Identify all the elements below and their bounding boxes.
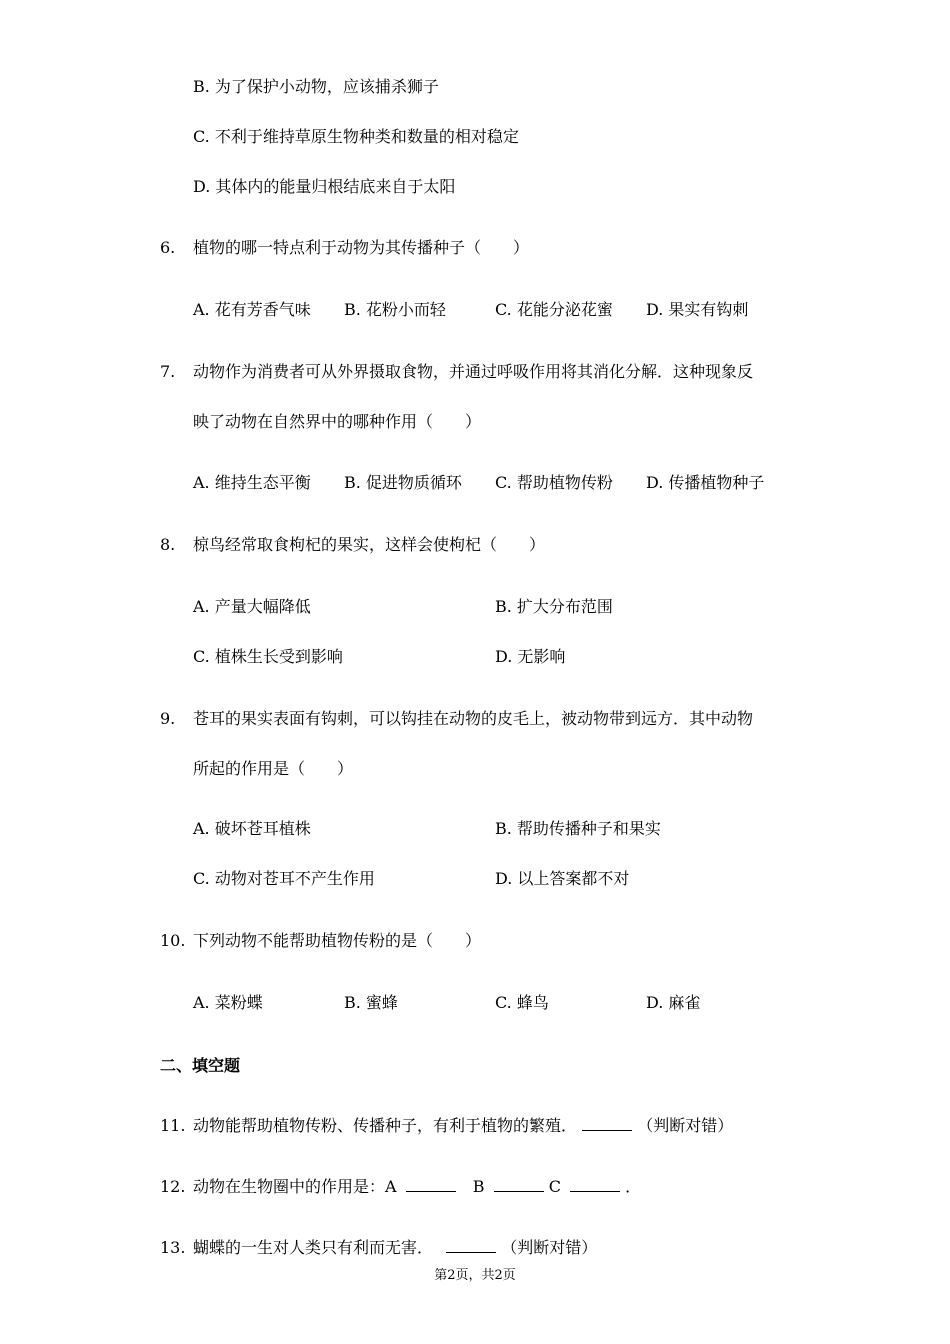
q13-answer-blank[interactable] [446,1252,496,1253]
q13-line [193,1238,597,1258]
q12-label-c: C [548,1177,561,1196]
q8-number: 8. [160,535,176,554]
q12-number: 12. [160,1177,186,1196]
q10-option-d: D. 麻雀 [646,993,701,1012]
q10-option-a: A. 菜粉蝶 [193,993,263,1012]
q8-stem: 椋鸟经常取食枸杞的果实，这样会使枸杞（ ） [193,535,546,554]
page-footer: 第2页，共2页 [434,1268,516,1283]
q5-option-d: D. 其体内的能量归根结底来自于太阳 [193,177,456,196]
q6-number: 6. [160,238,176,257]
q8-option-d: D. 无影响 [495,647,566,666]
q5-option-c: C. 不利于维持草原生物种类和数量的相对稳定 [193,127,519,146]
q7-option-c: C. 帮助植物传粉 [495,473,613,492]
q5-option-b: B. 为了保护小动物，应该捕杀狮子 [193,77,439,96]
q7-number: 7. [160,362,176,381]
q7-option-a: A. 维持生态平衡 [193,473,311,492]
q11-line [193,1116,733,1136]
q13-stem: 蝴蝶的一生对人类只有利而无害． [193,1238,434,1257]
q9-option-a: A. 破坏苍耳植株 [193,819,311,838]
q11-answer-blank[interactable] [582,1130,632,1131]
q7-option-b: B. 促进物质循环 [344,473,462,492]
q9-option-b: B. 帮助传播种子和果实 [495,819,661,838]
q8-option-b: B. 扩大分布范围 [495,597,613,616]
q7-option-d: D. 传播植物种子 [646,473,765,492]
q11-number: 11. [160,1116,186,1135]
q12-answer-blank-c[interactable] [570,1191,620,1192]
q10-number: 10. [160,931,186,950]
q9-number: 9. [160,709,176,728]
q7-stem-line2: 映了动物在自然界中的哪种作用（ ） [193,412,482,431]
q13-number: 13. [160,1238,186,1257]
q8-option-c: C. 植株生长受到影响 [193,647,343,666]
q6-stem: 植物的哪一特点利于动物为其传播种子（ ） [193,238,530,257]
section-heading-fill-blank: 二、填空题 [160,1056,241,1075]
q9-option-c: C. 动物对苍耳不产生作用 [193,869,375,888]
q6-option-a: A. 花有芳香气味 [193,300,311,319]
q7-stem-line1: 动物作为消费者可从外界摄取食物，并通过呼吸作用将其消化分解．这种现象反 [193,362,754,381]
q12-line [193,1177,641,1197]
q10-option-b: B. 蜜蜂 [344,993,398,1012]
q12-end: ． [625,1177,642,1196]
q11-stem: 动物能帮助植物传粉、传播种子，有利于植物的繁殖． [193,1116,578,1135]
q6-option-d: D. 果实有钩刺 [646,300,749,319]
q6-option-b: B. 花粉小而轻 [344,300,446,319]
q12-answer-blank-b[interactable] [494,1191,544,1192]
q9-stem-line2: 所起的作用是（ ） [193,759,354,778]
q13-suffix: （判断对错） [501,1238,598,1257]
q10-stem: 下列动物不能帮助植物传粉的是（ ） [193,931,482,950]
q9-option-d: D. 以上答案都不对 [495,869,630,888]
q11-suffix: （判断对错） [637,1116,734,1135]
q12-answer-blank-a[interactable] [406,1191,456,1192]
q10-option-c: C. 蜂鸟 [495,993,549,1012]
q8-option-a: A. 产量大幅降低 [193,597,311,616]
q6-option-c: C. 花能分泌花蜜 [495,300,613,319]
q12-stem: 动物在生物圈中的作用是：A [193,1177,397,1196]
q9-stem-line1: 苍耳的果实表面有钩刺，可以钩挂在动物的皮毛上，被动物带到远方．其中动物 [193,709,754,728]
q12-label-b: B [472,1177,485,1196]
